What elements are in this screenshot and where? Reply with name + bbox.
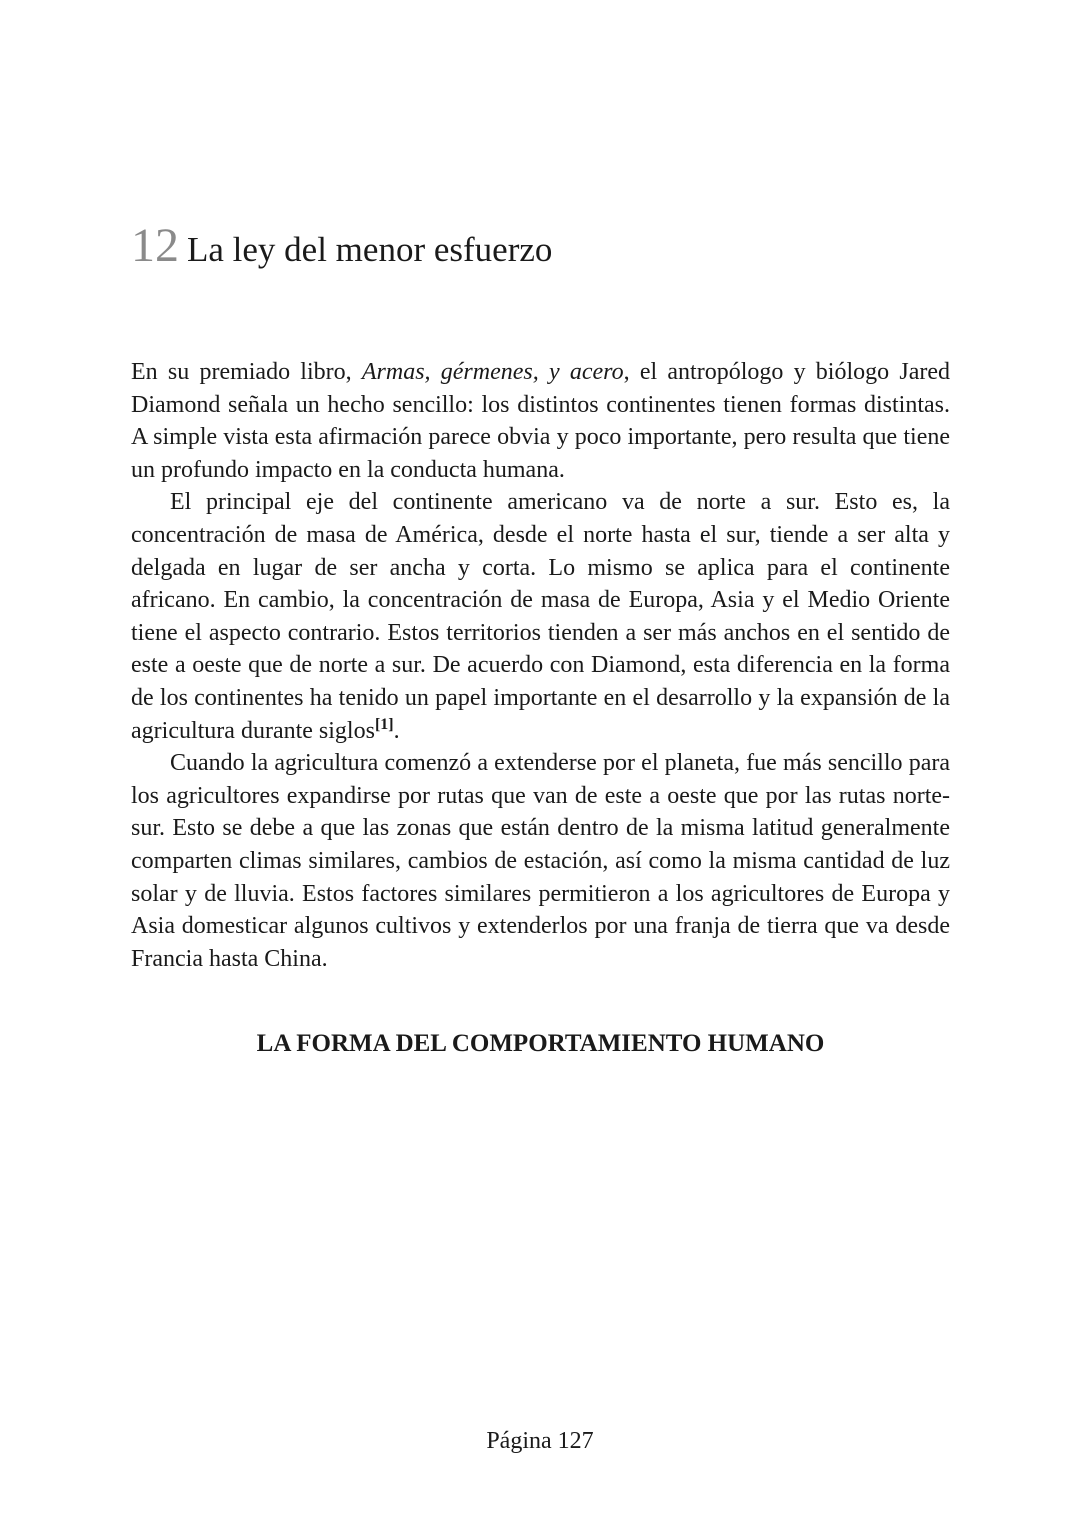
paragraph-1-rest: , el antropólogo y biólogo Jared Diamond señala un hecho sencillo: los distintos continentes tienen formas distintas. A simple vista esta afirmación parece obvia y poco importante, pero resulta que tiene un profundo impacto en la conducta humana. <box>131 359 951 483</box>
book-title: Armas, gérmenes, y acero <box>361 359 624 385</box>
paragraph-1 <box>131 356 950 486</box>
chapter-heading <box>131 219 553 272</box>
footnote-reference[interactable]: [1] <box>374 715 394 733</box>
paragraph-1-intro: En su premiado libro, <box>131 359 362 385</box>
paragraph-2-text: El principal eje del continente americano va de norte a sur. Esto es, la concentración de masa de América, desde el norte hasta el sur, tiende a ser alta y delgada en lugar de ser ancha y corta. Lo mismo se aplica para el continente africano. En cambio, la concentración de masa de Europa, Asia y el Medio Oriente tiene el aspecto contrario. Estos territorios tienden a ser más anchos en el sentido de este a oeste que de norte a sur. De acuerdo con Diamond, esta diferencia en la forma de los continentes ha tenido un papel importante en el desarrollo y la expansión de la agricultura durante siglos <box>131 489 950 744</box>
paragraph-2 <box>131 486 950 747</box>
paragraph-2-end: . <box>393 717 400 744</box>
chapter-number: 12 <box>131 219 179 272</box>
section-heading: LA FORMA DEL COMPORTAMIENTO HUMANO <box>256 1030 825 1057</box>
paragraph-3 <box>131 747 950 975</box>
chapter-title: La ley del menor esfuerzo <box>187 230 553 269</box>
body-text <box>131 356 950 975</box>
page-number: Página 127 <box>486 1428 594 1454</box>
paragraph-3-text: Cuando la agricultura comenzó a extenderse por el planeta, fue más sencillo para los agricultores expandirse por rutas que van de este a oeste que por las rutas norte-sur. Esto se debe a que las zonas que están dentro de la misma latitud generalmente comparten climas similares, cambios de estación, así como la misma cantidad de luz solar y de lluvia. Estos factores similares permitieron a los agricultores de Europa y Asia domesticar algunos cultivos y extenderlos por una franja de tierra que va desde Francia hasta China. <box>131 750 950 972</box>
